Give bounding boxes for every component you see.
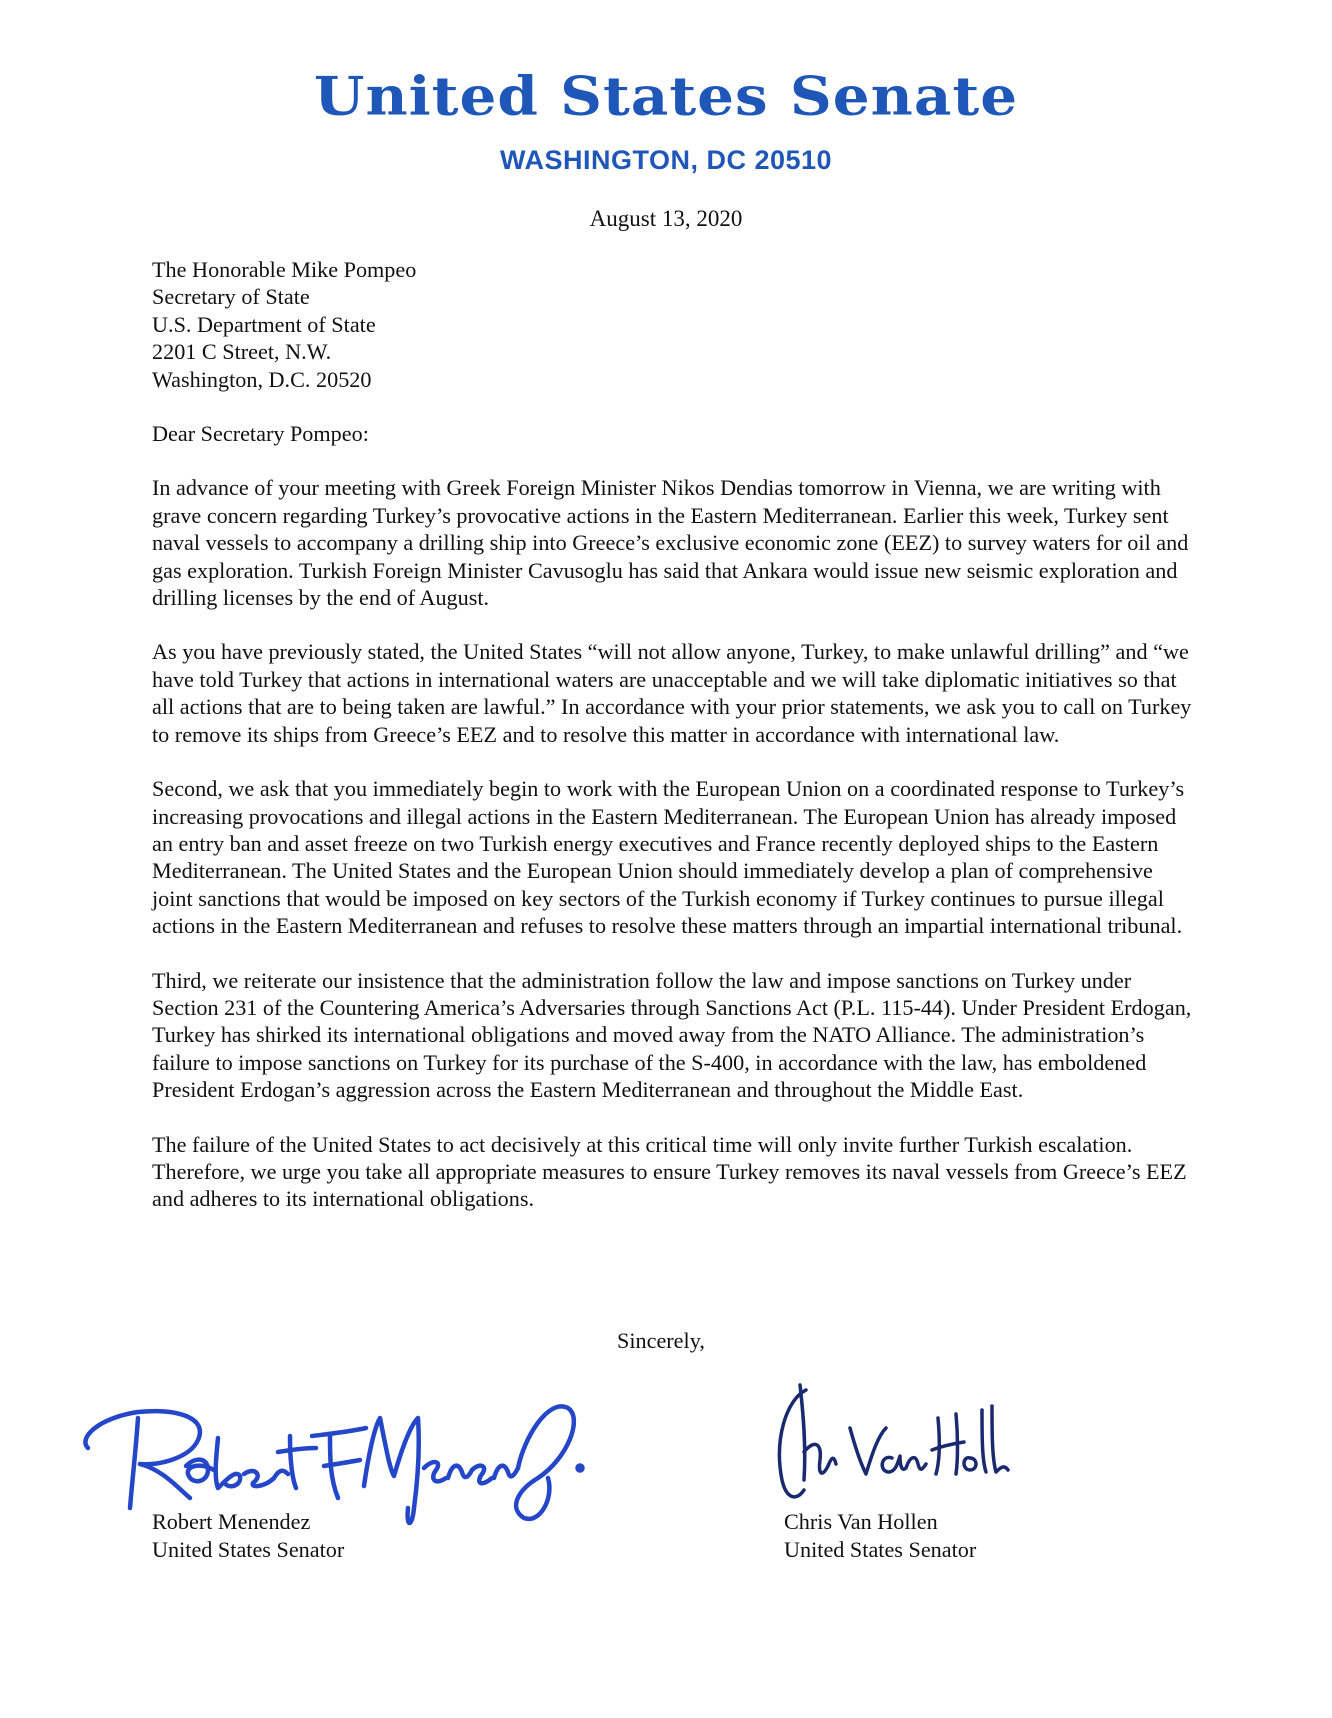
letterhead-address: WASHINGTON, DC 20510: [499, 145, 833, 175]
letter-body: [152, 256, 1192, 1213]
recipient-line: Secretary of State: [152, 284, 310, 310]
recipient-line: 2201 C Street, N.W.: [152, 339, 332, 365]
paragraph: The failure of the United States to act decisively at this critical time will only invite further Turkish escalation. Therefore, we urge you take all appropriate measures to ensure Turkey removes its naval vessels from Greece’s EEZ and adheres to its international obligations.: [152, 1131, 1187, 1212]
menendez-signature: [68, 1378, 588, 1528]
signatory-title: United States Senator: [784, 1536, 977, 1562]
vanhollen-signature: [760, 1370, 1010, 1520]
paragraph: Second, we ask that you immediately begin to work with the European Union on a coordinated response to Turkey’s increasing provocations and illegal actions in the Eastern Mediterranean. The European Union has already imposed an entry ban and asset freeze on two Turkish energy executives and France recently deployed ships to the Eastern Mediterranean. The United States and the European Union should immediately develop a plan of comprehensive joint sanctions that would be imposed on key sectors of the Turkish economy if Turkey continues to pursue illegal actions in the Eastern Mediterranean and refuses to resolve these matters through an impartial international tribunal.: [152, 776, 1185, 939]
recipient-line: The Honorable Mike Pompeo: [152, 257, 417, 282]
signatory-menendez: [152, 1508, 344, 1563]
signatory-title: United States Senator: [152, 1536, 345, 1562]
paragraph: In advance of your meeting with Greek Foreign Minister Nikos Dendias tomorrow in Vienna, we are writing with grave concern regarding Turkey’s provocative actions in the Eastern Mediterranean. Earlier this week, Turkey sent naval vessels to accompany a drilling ship into Greece’s exclusive economic zone (EEZ) to survey waters for oil and gas exploration. Turkish Foreign Minister Cavusoglu has said that Ankara would issue new seismic exploration and drilling licenses by the end of August.: [152, 475, 1189, 611]
recipient-address: [152, 256, 1192, 393]
closing: Sincerely,: [617, 1328, 705, 1353]
paragraph: Third, we reiterate our insistence that the administration follow the law and impose sanctions on Turkey under Section 231 of the Countering America’s Adversaries through Sanctions Act (P.L. 115-44). Under President Erdogan, Turkey has shirked its international obligations and moved away from the NATO Alliance. The administration’s failure to impose sanctions on Turkey for its purchase of the S-400, in accordance with the law, has emboldened President Erdogan’s aggression across the Eastern Mediterranean and throughout the Middle East.: [152, 967, 1192, 1103]
signatory-name: Robert Menendez: [152, 1509, 311, 1534]
letterhead: [0, 62, 1332, 176]
signatory-name: Chris Van Hollen: [784, 1509, 938, 1534]
recipient-line: U.S. Department of State: [152, 311, 376, 337]
paragraph: As you have previously stated, the United States “will not allow anyone, Turkey, to make unlawful drilling” and “we have told Turkey that actions in international waters are unacceptable and we will take diplomatic initiatives so that all actions that are to being taken are lawful.” In accordance with your prior statements, we ask you to call on Turkey to remove its ships from Greece’s EEZ and to resolve this matter in accordance with international law.: [152, 639, 1192, 747]
signatory-vanhollen: [784, 1508, 976, 1563]
salutation: Dear Secretary Pompeo:: [152, 421, 369, 447]
recipient-line: Washington, D.C. 20520: [152, 366, 372, 392]
letterhead-title: United States Senate: [313, 64, 1019, 128]
letter-date: August 13, 2020: [589, 206, 743, 231]
